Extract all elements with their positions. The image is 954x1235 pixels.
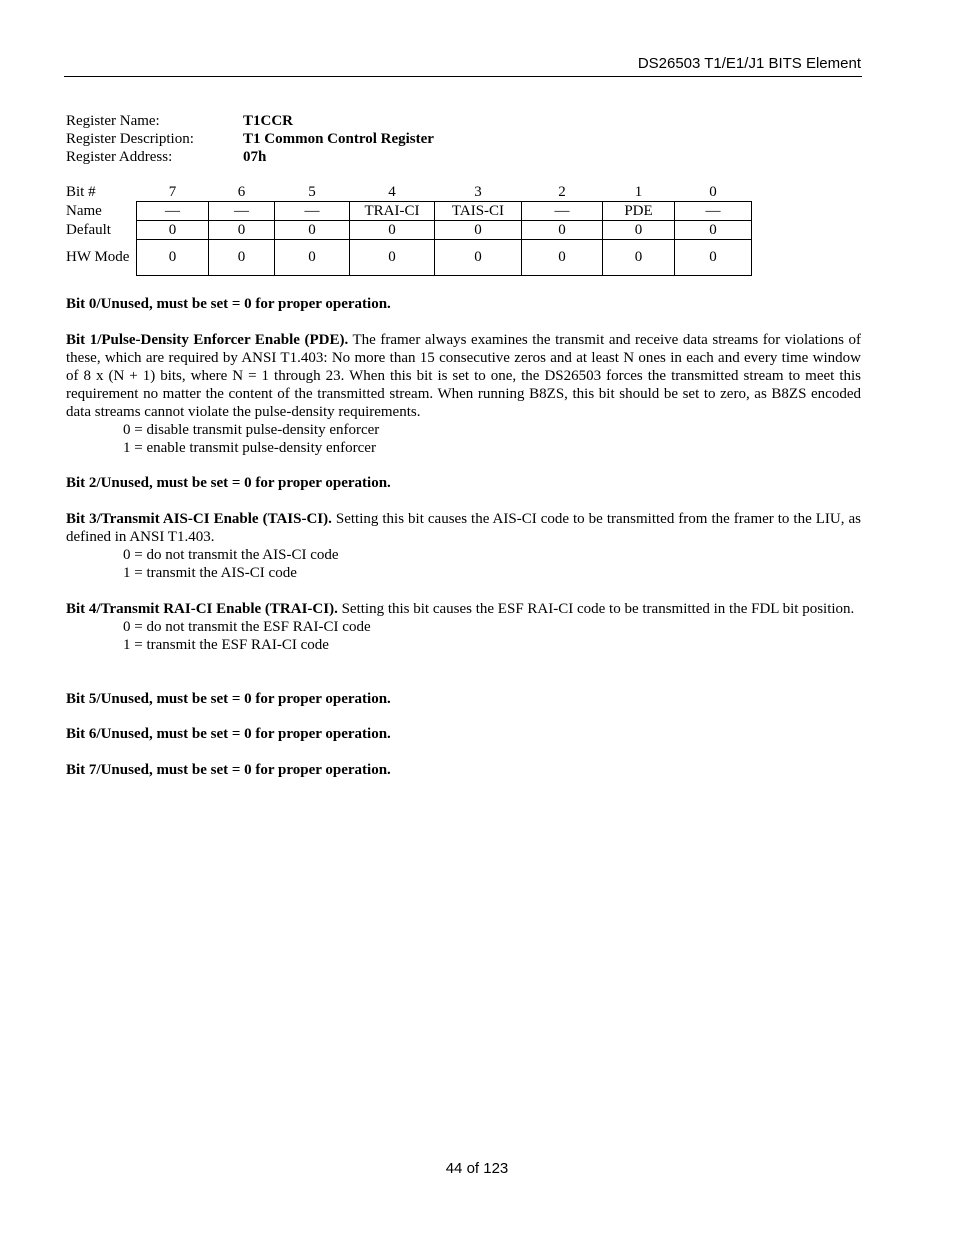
bit-number-row xyxy=(63,183,752,202)
bit3-paragraph xyxy=(66,510,861,546)
header-rule xyxy=(64,76,862,77)
bit7-description xyxy=(66,761,861,779)
bit-number-cell: 6 xyxy=(237,183,246,200)
bit-name-cell: TAIS-CI xyxy=(435,202,522,221)
register-name-label: Register Name: xyxy=(66,113,160,129)
bit3-description xyxy=(66,510,861,582)
bit-table xyxy=(63,183,752,276)
register-address-row xyxy=(66,148,434,166)
bit1-title: Bit 1/Pulse-Density Enforcer Enable (PDE). xyxy=(66,332,349,348)
bit6-text: Bit 6/Unused, must be set = 0 for proper operation. xyxy=(66,726,391,742)
bit-hw-mode-label: HW Mode xyxy=(66,249,130,265)
bit-default-cell: 0 xyxy=(137,221,209,240)
bit-hw-mode-cell: 0 xyxy=(350,240,435,276)
bit-name-cell: — xyxy=(522,202,603,221)
bit6-description xyxy=(66,725,861,743)
bit-default-row xyxy=(63,221,752,240)
bit-default-cell: 0 xyxy=(275,221,350,240)
bit-name-cell: TRAI-CI xyxy=(350,202,435,221)
bit-name-cell: PDE xyxy=(603,202,675,221)
bit-default-cell: 0 xyxy=(675,221,752,240)
bit-number-cell: 4 xyxy=(388,183,396,200)
bit4-text: Setting this bit causes the ESF RAI-CI code to be transmitted in the FDL bit position. xyxy=(337,601,855,617)
document-header-title: DS26503 T1/E1/J1 BITS Element xyxy=(637,55,861,72)
bit5-text: Bit 5/Unused, must be set = 0 for proper operation. xyxy=(66,691,391,707)
bit4-paragraph xyxy=(66,600,861,618)
bit1-paragraph xyxy=(66,331,861,421)
bit1-option-1: 1 = enable transmit pulse-density enforcer xyxy=(123,440,376,456)
bit0-description xyxy=(66,295,861,313)
bit4-title: Bit 4/Transmit RAI-CI Enable (TRAI-CI). xyxy=(66,601,338,617)
register-address-value: 07h xyxy=(243,149,267,165)
bit4-description xyxy=(66,600,861,654)
register-description-row xyxy=(66,130,434,148)
register-name-value: T1CCR xyxy=(243,113,294,129)
bit1-option-0: 0 = disable transmit pulse-density enforcer xyxy=(123,422,380,438)
register-description-value: T1 Common Control Register xyxy=(243,131,434,147)
bit-hw-mode-cell: 0 xyxy=(435,240,522,276)
bit4-option-1: 1 = transmit the ESF RAI-CI code xyxy=(123,637,329,653)
bit-name-row xyxy=(63,202,752,221)
bit5-description xyxy=(66,690,861,708)
bit-name-label: Name xyxy=(66,202,102,219)
bit-name-cell: — xyxy=(209,202,275,221)
bit1-description xyxy=(66,331,861,457)
bit2-text: Bit 2/Unused, must be set = 0 for proper operation. xyxy=(66,475,391,491)
register-info xyxy=(66,112,434,166)
bit-default-cell: 0 xyxy=(435,221,522,240)
bit-number-cell: 2 xyxy=(558,183,566,200)
bit-number-cell: 7 xyxy=(168,183,177,200)
bit3-option-0: 0 = do not transmit the AIS-CI code xyxy=(123,547,339,563)
bit2-description xyxy=(66,474,861,492)
bit3-title: Bit 3/Transmit AIS-CI Enable (TAIS-CI). xyxy=(66,511,332,527)
bit-hw-mode-cell: 0 xyxy=(275,240,350,276)
bit-hw-mode-row xyxy=(63,240,752,276)
bit-number-cell: 1 xyxy=(634,183,643,200)
bit-name-cell: — xyxy=(137,202,209,221)
bit1-text: The framer always examines the transmit and receive data streams for violations of these, which are required by ANSI T1.403: No more than 15 consecutive zeros and at least N ones in each and every time window of 8 x (N + 1) bits, where N = 1 through 23. When this bit is set to one, the DS26503 forces the transmitted stream to meet this requirement no matter the content of the transmitted stream. When running B8ZS, this bit should be set to zero, as B8ZS encoded data streams cannot violate the pulse-density requirements. xyxy=(66,332,861,420)
bit-name-cell: — xyxy=(275,202,350,221)
bit0-text: Bit 0/Unused, must be set = 0 for proper operation. xyxy=(66,296,391,312)
bit-hw-mode-cell: 0 xyxy=(209,240,275,276)
bit4-option-0: 0 = do not transmit the ESF RAI-CI code xyxy=(123,619,371,635)
bit-number-cell: 5 xyxy=(308,183,316,200)
bit7-text: Bit 7/Unused, must be set = 0 for proper operation. xyxy=(66,762,391,778)
register-name-row xyxy=(66,112,434,130)
bit-name-cell: — xyxy=(675,202,752,221)
bit-default-cell: 0 xyxy=(522,221,603,240)
bit3-option-1: 1 = transmit the AIS-CI code xyxy=(123,565,297,581)
bit3-text: Setting this bit causes the AIS-CI code to be transmitted from the framer to the LIU, as defined in ANSI T1.403. xyxy=(66,511,861,545)
register-description-label: Register Description: xyxy=(66,131,194,147)
bit-hw-mode-cell: 0 xyxy=(675,240,752,276)
bit-default-cell: 0 xyxy=(603,221,675,240)
bit-hw-mode-cell: 0 xyxy=(522,240,603,276)
register-address-label: Register Address: xyxy=(66,149,173,165)
bit-default-cell: 0 xyxy=(350,221,435,240)
bit-hw-mode-cell: 0 xyxy=(137,240,209,276)
page-number: 44 of 123 xyxy=(445,1160,509,1177)
bit-number-label: Bit # xyxy=(66,183,96,200)
bit-default-label: Default xyxy=(66,221,111,238)
bit-default-cell: 0 xyxy=(209,221,275,240)
bit-hw-mode-cell: 0 xyxy=(603,240,675,276)
bit-number-cell: 3 xyxy=(474,183,482,200)
bit-number-cell: 0 xyxy=(709,183,717,200)
